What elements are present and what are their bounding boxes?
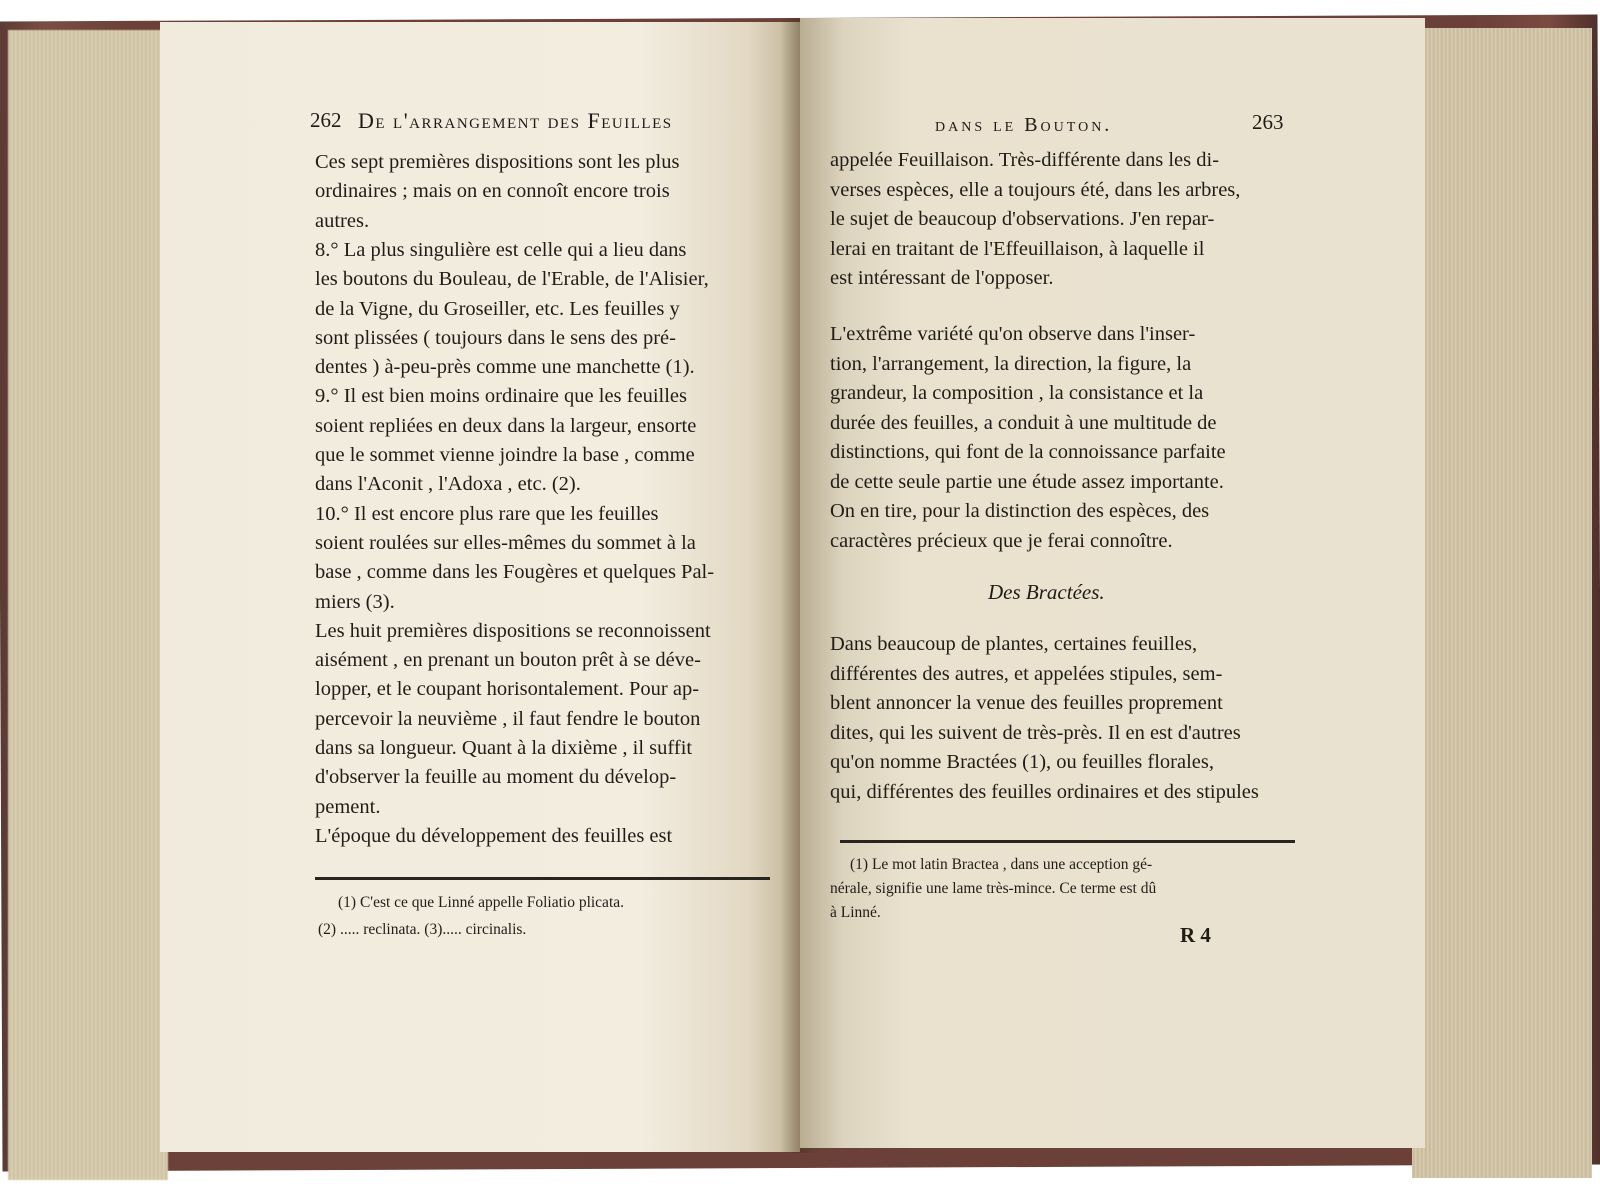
body-line: caractères précieux que je ferai connoître. [830,529,1173,552]
body-line: Dans beaucoup de plantes, certaines feuilles, [830,633,1198,655]
body-line: Ces sept premières dispositions sont les plus [315,151,680,173]
body-line: miers (3). [315,590,395,613]
body-line: dentes ) à-peu-près comme une manchette (1). [315,356,695,379]
body-line: pement. [315,795,381,818]
body-line: percevoir la neuvième , il faut fendre le bouton [315,707,701,730]
body-line: Les huit premières dispositions se reconnoissent [315,619,711,642]
page-edges-left [8,30,168,1180]
body-line: dans sa longueur. Quant à la dixième , il suffit [315,737,693,759]
body-line: aisément , en prenant un bouton prêt à se déve- [315,649,701,672]
body-line: verses espèces, elle a toujours été, dans les arbres, [830,178,1241,201]
body-line: On en tire, pour la distinction des espèces, des [830,500,1210,522]
body-line: grandeur, la composition , la consistance et la [830,382,1204,404]
body-line: 9.° Il est bien moins ordinaire que les feuilles [315,385,687,408]
body-line: appelée Feuillaison. Très-différente dans les di- [830,149,1220,171]
body-line: lerai en traitant de l'Effeuillaison, à laquelle il [830,237,1205,260]
body-line: distinctions, qui font de la connoissance parfaite [830,441,1226,463]
body-line: autres. [315,209,370,232]
body-line: est intéressant de l'opposer. [830,267,1054,289]
body-line: le sujet de beaucoup d'observations. J'en repar- [830,208,1215,230]
footnote-rule-left [315,877,770,880]
page-number-left: 262 [310,108,342,132]
body-line: sont plissées ( toujours dans le sens des pré- [315,326,676,349]
body-line: qui, différentes des feuilles ordinaires et des stipules [830,780,1259,803]
body-line: 8.° La plus singulière est celle qui a lieu dans [315,238,687,261]
footnote-line: nérale, signifie une lame très-mince. Ce terme est dû [830,880,1157,897]
running-head-left: De l'arrangement des Feuilles [358,108,673,133]
body-line: soient repliées en deux dans la largeur, ensorte [315,414,697,437]
section-heading: Des Bractées. [988,580,1105,604]
body-line: 10.° Il est encore plus rare que les feuilles [315,502,659,525]
body-line: les boutons du Bouleau, de l'Erable, de l'Alisier, [315,268,709,291]
body-line: dites, qui les suivent de très-près. Il en est d'autres [830,721,1241,744]
footnote-rule-right [840,840,1295,843]
body-line: L'extrême variété qu'on observe dans l'inser- [830,323,1196,345]
footnote-left-2: (2) ..... reclinata. (3)..... circinalis. [318,921,527,938]
right-page [800,18,1425,1148]
signature-mark: R 4 [1180,923,1211,947]
body-line: dans l'Aconit , l'Adoxa , etc. (2). [315,473,581,496]
body-line: qu'on nomme Bractées (1), ou feuilles florales, [830,751,1214,773]
body-line: base , comme dans les Fougères et quelques Pal- [315,561,715,584]
body-line: que le sommet vienne joindre la base , comme [315,444,695,466]
page-number-right: 263 [1252,110,1284,134]
footnote-line: (1) Le mot latin Bractea , dans une acception gé- [850,856,1153,873]
body-line: de la Vigne, du Groseiller, etc. Les feuilles y [315,297,680,320]
body-line: tion, l'arrangement, la direction, la figure, la [830,352,1192,375]
body-line: soient roulées sur elles-mêmes du sommet à la [315,531,696,554]
left-page [160,22,800,1152]
body-line: L'époque du développement des feuilles est [315,824,673,847]
body-line: différentes des autres, et appelées stipules, sem- [830,662,1223,685]
body-line: de cette seule partie une étude assez importante. [830,470,1224,493]
running-head-right: dans le Bouton. [935,114,1113,136]
body-line: blent annoncer la venue des feuilles proprement [830,692,1223,714]
body-line: durée des feuilles, a conduit à une multitude de [830,411,1217,434]
body-line: ordinaires ; mais on en connoît encore trois [315,180,670,203]
footnote-left-1: (1) C'est ce que Linné appelle Foliatio plicata. [338,894,625,911]
body-line: d'observer la feuille au moment du dévelop- [315,766,677,789]
body-line: lopper, et le coupant horisontalement. Pour ap- [315,678,700,701]
footnote-line: à Linné. [830,904,881,921]
page-edges-right [1412,28,1592,1178]
